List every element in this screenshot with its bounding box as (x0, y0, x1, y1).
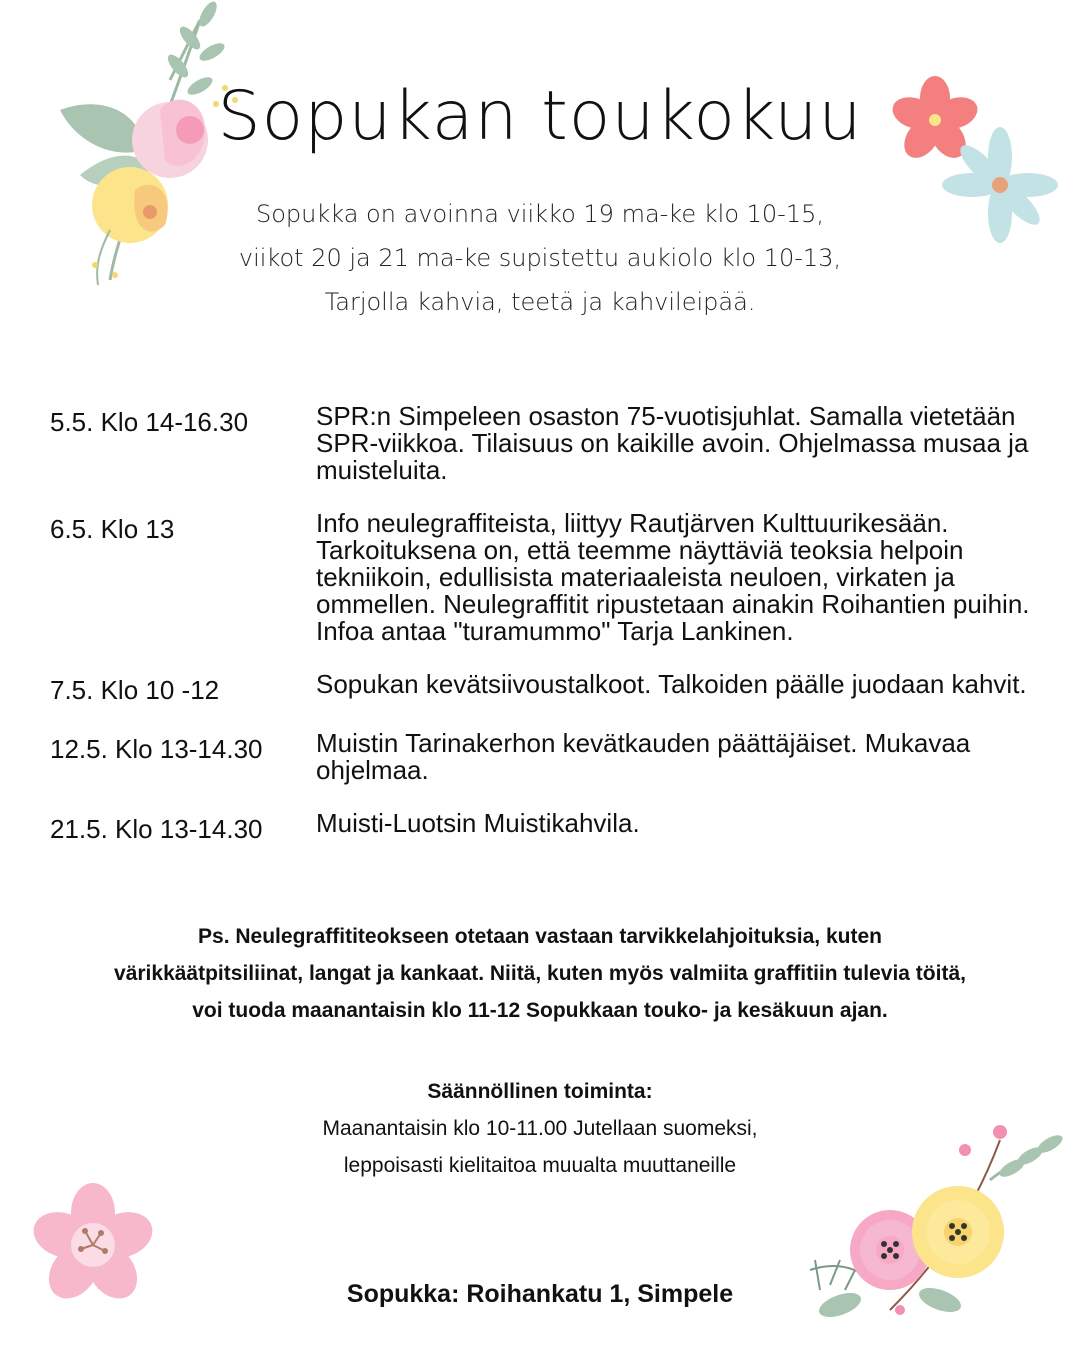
event-item (50, 403, 1040, 484)
intro-line: Sopukka on avoinna viikko 19 ma-ke klo 10-15, (255, 200, 824, 228)
regular-activities-line: leppoisasti kielitaitoa muualta muuttaneille (343, 1154, 737, 1177)
address: Sopukka: Roihankatu 1, Simpele (346, 1280, 734, 1308)
event-description: Muisti-Luotsin Muistikahvila. (316, 808, 640, 838)
event-date: 6.5. Klo 13 (50, 514, 175, 544)
event-date: 21.5. Klo 13-14.30 (50, 814, 263, 844)
postscript-line: Ps. Neulegraffititeokseen otetaan vastaan tarvikkelahjoituksia, kuten (198, 925, 882, 948)
regular-activities-heading: Säännöllinen toiminta: (427, 1080, 653, 1103)
event-description: Sopukan kevätsiivoustalkoot. Talkoiden päälle juodaan kahvit. (316, 669, 1027, 699)
event-list (50, 403, 1040, 869)
postscript-note (40, 918, 1040, 1029)
event-date: 12.5. Klo 13-14.30 (50, 734, 263, 764)
event-date: 7.5. Klo 10 -12 (50, 675, 220, 705)
opening-hours-intro (0, 196, 1080, 328)
postscript-line: voi tuoda maanantaisin klo 11-12 Sopukkaan touko- ja kesäkuun ajan. (192, 999, 888, 1022)
event-date: 5.5. Klo 14-16.30 (50, 407, 249, 437)
intro-line: Tarjolla kahvia, teetä ja kahvileipää. (324, 288, 756, 316)
postscript-line: värikkäätpitsiliinat, langat ja kankaat. Niitä, kuten myös valmiita graffitiin tulevia töitä, (114, 962, 966, 985)
intro-line: viikot 20 ja 21 ma-ke supistettu aukiolo klo 10-13, (238, 244, 842, 272)
event-item (50, 671, 1040, 704)
regular-activities-line: Maanantaisin klo 10-11.00 Jutellaan suomeksi, (322, 1117, 758, 1140)
event-description: Muistin Tarinakerhon kevätkauden päättäjäiset. Mukavaa ohjelmaa. (316, 728, 971, 785)
event-item (50, 730, 1040, 784)
event-description: Info neulegraffiteista, liittyy Rautjärven Kulttuurikesään. Tarkoituksena on, että teemme näyttäviä teoksia helpoin tekniikoin, edullisista materiaaleista neuloen, virkaten ja ommellen. Neulegraffitit ripustetaan ainakin Roihantien puihin. Infoa antaa "turamummo" Tarja Lankinen. (316, 508, 1030, 646)
page-title: Sopukan toukokuu (217, 77, 863, 156)
event-description: SPR:n Simpeleen osaston 75-vuotisjuhlat. Samalla vietetään SPR-viikkoa. Tilaisuus on kaikille avoin. Ohjelmassa musaa ja muisteluita. (316, 401, 1029, 485)
event-item (50, 810, 1040, 843)
event-item (50, 510, 1040, 645)
